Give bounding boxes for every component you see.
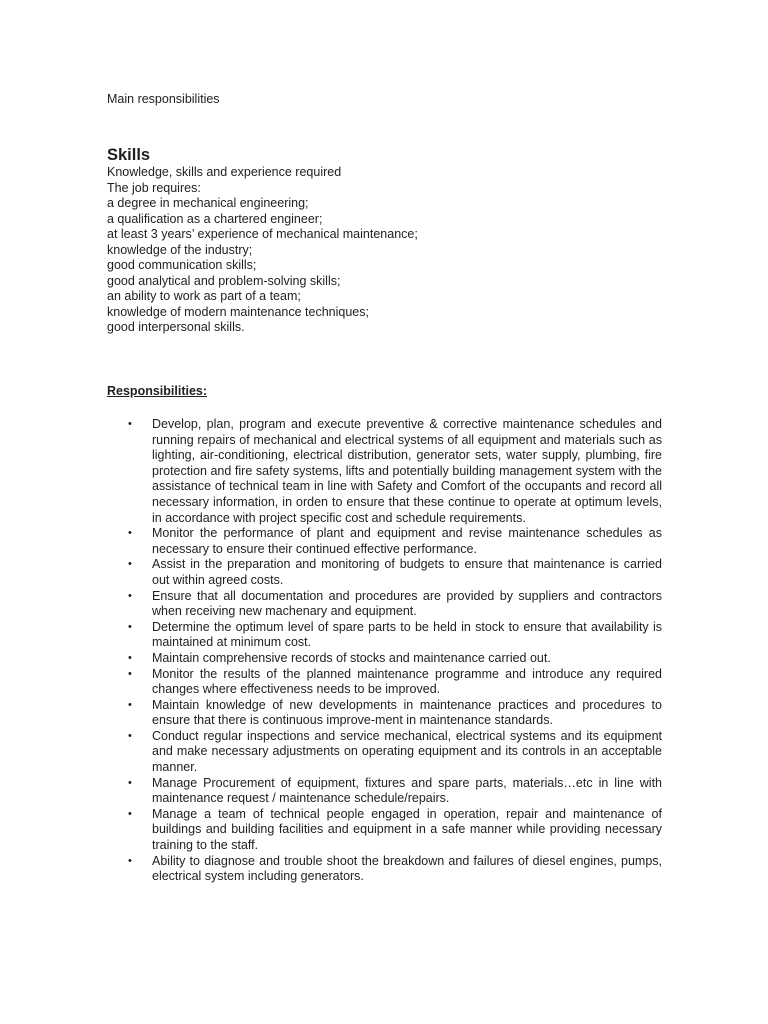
skills-line: at least 3 years’ experience of mechanical maintenance; bbox=[107, 227, 418, 241]
bullet-icon: • bbox=[128, 667, 132, 680]
responsibility-item bbox=[107, 620, 662, 651]
responsibility-item bbox=[107, 557, 662, 588]
bullet-icon: • bbox=[128, 527, 132, 540]
responsibility-text: Assist in the preparation and monitoring of budgets to ensure that maintenance is carried out within agreed costs. bbox=[152, 557, 662, 587]
responsibility-text: Monitor the results of the planned maintenance programme and introduce any required changes where effectiveness needs to be improved. bbox=[152, 666, 662, 697]
skills-title: Skills bbox=[107, 146, 151, 164]
bullet-icon: • bbox=[128, 558, 132, 571]
skills-line: an ability to work as part of a team; bbox=[107, 289, 301, 303]
responsibility-item bbox=[107, 526, 662, 557]
responsibility-item bbox=[107, 417, 662, 526]
skills-list bbox=[107, 165, 418, 336]
responsibility-item bbox=[107, 667, 662, 698]
section-heading-main-responsibilities: Main responsibilities bbox=[107, 92, 220, 106]
skills-line: knowledge of modern maintenance techniques; bbox=[107, 304, 369, 319]
bullet-icon: • bbox=[128, 651, 132, 664]
responsibility-item bbox=[107, 729, 662, 776]
skills-line: knowledge of the industry; bbox=[107, 242, 253, 257]
responsibility-item bbox=[107, 589, 662, 620]
responsibility-item bbox=[107, 698, 662, 729]
skills-line: good analytical and problem-solving skills; bbox=[107, 273, 341, 288]
responsibility-text: Ensure that all documentation and procedures are provided by suppliers and contractors when receiving new machenary and equipment. bbox=[152, 588, 662, 619]
responsibility-text: Maintain comprehensive records of stocks and maintenance carried out. bbox=[152, 650, 551, 665]
skills-line: The job requires: bbox=[107, 180, 201, 195]
responsibility-text: Ability to diagnose and trouble shoot the breakdown and failures of diesel engines, pumps, electrical system including generators. bbox=[152, 853, 662, 884]
bullet-icon: • bbox=[128, 698, 132, 711]
responsibility-text: Maintain knowledge of new developments in maintenance practices and procedures to ensure that there is continuous improve-ment in maintenance standards. bbox=[152, 697, 662, 728]
skills-line: Knowledge, skills and experience required bbox=[107, 165, 342, 179]
bullet-icon: • bbox=[128, 620, 132, 633]
bullet-icon: • bbox=[128, 589, 132, 602]
skills-line: good interpersonal skills. bbox=[107, 320, 245, 334]
skills-line: good communication skills; bbox=[107, 258, 257, 272]
responsibilities-title: Responsibilities: bbox=[107, 384, 208, 398]
bullet-icon: • bbox=[128, 854, 132, 867]
responsibility-text: Manage Procurement of equipment, fixtures and spare parts, materials…etc in line with maintenance request / maintenance schedule/repairs. bbox=[152, 775, 662, 806]
responsibility-text: Determine the optimum level of spare parts to be held in stock to ensure that availability is maintained at minimum cost. bbox=[152, 619, 662, 650]
responsibility-text: Develop, plan, program and execute preventive & corrective maintenance schedules and running repairs of mechanical and electrical systems of all equipment and materials such as lighting, air-conditioning, electrical distribution, generator sets, water supply, plumbing, fire protection and fire safety systems, lifts and potentially building management system with the assistance of technical team in line with Safety and Comfort of the occupants and record all necessary information, in orden to ensure that these continue to operate at optimum levels, in accordance with project specific cost and schedule requirements. bbox=[152, 417, 662, 525]
bullet-icon: • bbox=[128, 418, 132, 430]
responsibility-item bbox=[107, 776, 662, 807]
bullet-icon: • bbox=[128, 729, 132, 742]
bullet-icon: • bbox=[128, 807, 132, 820]
skills-line: a degree in mechanical engineering; bbox=[107, 196, 309, 210]
responsibility-item bbox=[107, 651, 662, 667]
skills-line: a qualification as a chartered engineer; bbox=[107, 211, 323, 226]
responsibility-text: Conduct regular inspections and service mechanical, electrical systems and its equipment and make necessary adjustments on operating equipment and its controls in an acceptable manner. bbox=[152, 728, 662, 775]
responsibility-text: Monitor the performance of plant and equipment and revise maintenance schedules as necessary to ensure their continued effective performance. bbox=[152, 526, 662, 556]
responsibility-text: Manage a team of technical people engaged in operation, repair and maintenance of buildings and building facilities and equipment in a safe manner while providing necessary training to the staff. bbox=[152, 806, 662, 853]
bullet-icon: • bbox=[128, 776, 132, 789]
responsibility-item bbox=[107, 807, 662, 854]
responsibilities-list bbox=[107, 417, 662, 885]
responsibility-item bbox=[107, 854, 662, 885]
